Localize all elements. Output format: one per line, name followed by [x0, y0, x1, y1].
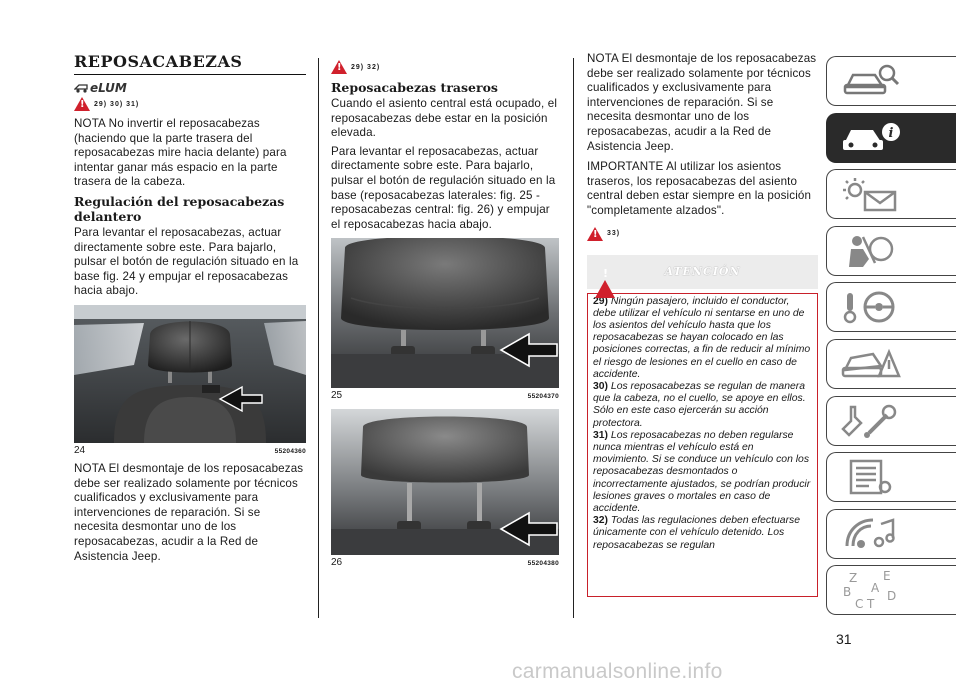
instruction-paragraph: Para levantar el reposacabezas, actuar directamente sobre este. Para bajarlo, pulsar el botón de regulación situado en la base (reposacabezas laterales: fig. 25 - reposacabezas central: fig. 26) y empujar el reposacabezas hacia abajo. — [331, 144, 556, 231]
attention-header — [587, 255, 818, 289]
maintenance-tools-icon — [841, 403, 901, 439]
column-divider — [318, 58, 319, 618]
car-search-icon — [841, 63, 901, 99]
subsection-title: Regulación del reposacabezas delantero — [74, 193, 285, 224]
figure-number: 24 — [74, 444, 86, 456]
svg-text:A: A — [871, 581, 880, 596]
svg-text:Z: Z — [849, 571, 858, 586]
warning-refs — [331, 60, 559, 74]
watermark: carmanualsonline.info — [512, 660, 723, 683]
chapter-tabs — [826, 56, 956, 622]
tab-emergency[interactable] — [826, 339, 956, 389]
page-number: 31 — [836, 631, 852, 647]
svg-text:C: C — [855, 597, 864, 611]
warning-note: 29) Ningún pasajero, incluido el conductor, debe utilizar el vehículo ni sentarse en uno de los asientos del vehículo hasta que los reposacabezas se hayan colocado en las posiciones correctas, a fin de reducir al mínimo el riesgo de lesiones en el cuello en caso de accidente. — [593, 295, 811, 380]
svg-text:T: T — [867, 597, 875, 611]
ecu-label: eLUM — [90, 81, 127, 95]
figure-code: 55204380 — [527, 560, 559, 568]
ecu-icon — [74, 81, 306, 95]
warning-note: 32) Todas las regulaciones deben efectuarse únicamente con el vehículo detenido. Los reposacabezas se regulan — [593, 515, 801, 551]
tab-car-search[interactable] — [826, 56, 956, 106]
rear-lateral-headrest-photo — [331, 238, 559, 388]
tab-technical-data[interactable] — [826, 452, 956, 502]
ref-numbers: 29) 32) — [351, 63, 381, 71]
tab-maintenance[interactable] — [826, 396, 956, 446]
rear-central-headrest-photo — [331, 409, 559, 555]
figure-25 — [331, 238, 559, 401]
tab-warning-lights[interactable] — [826, 169, 956, 219]
tab-multimedia[interactable] — [826, 509, 956, 559]
subsection-title: Reposacabezas traseros — [331, 80, 498, 95]
svg-text:E: E — [883, 570, 891, 584]
warning-refs — [74, 97, 306, 111]
ref-numbers: 29) 30) 31) — [94, 100, 140, 108]
front-headrest-photo — [74, 305, 306, 443]
airbag-safety-icon — [841, 233, 901, 269]
tab-starting-driving[interactable] — [826, 282, 956, 332]
svg-text:D: D — [887, 589, 897, 604]
info-paragraph: Cuando el asiento central está ocupado, el reposacabezas debe estar en la posición elevada. — [331, 97, 558, 140]
important-paragraph: IMPORTANTE Al utilizar los asientos traseros, los reposacabezas del asiento central deben estar siempre en la posición "completamente alzados". — [587, 160, 812, 217]
attention-warning-icon — [595, 263, 615, 281]
note-paragraph-removal: NOTA El desmontaje de los reposacabezas debe ser realizado solamente por técnicos cualificados y exclusivamente para intervenciones de reparación. Si se necesita desmontar uno de los reposacabezas, acudir a la Red de Asistencia Jeep. — [74, 461, 304, 563]
car-info-icon — [841, 120, 901, 156]
attention-label: ATENCIÓN — [664, 265, 741, 279]
figure-26 — [331, 409, 559, 568]
svg-text:i: i — [888, 125, 894, 141]
warning-triangle-icon — [74, 97, 90, 111]
warning-lights-message-icon — [841, 176, 901, 212]
column-middle — [331, 52, 559, 568]
figure-number: 25 — [331, 390, 343, 402]
technical-data-icon — [841, 459, 901, 495]
figure-24 — [74, 305, 306, 456]
warning-refs — [587, 227, 818, 241]
note-paragraph-removal: NOTA El desmontaje de los reposacabezas debe ser realizado solamente por técnicos cualificados y exclusivamente para intervenciones de reparación. Si se necesita desmontar uno de los reposacabezas, acudir a la Red de Asistencia Jeep. — [587, 52, 817, 153]
warning-triangle-icon — [331, 60, 347, 74]
attention-box — [587, 293, 818, 597]
warning-note: 31) Los reposacabezas no deben regularse nunca mientras el vehículo está en movimiento. Si se conduce un vehículo con los reposacabezas desmontados o incorrectamente ajustados, se podrían producir lesiones graves o mortales en caso de accidente. — [593, 429, 811, 514]
column-divider — [573, 58, 574, 618]
tab-car-info[interactable] — [826, 113, 956, 163]
section-title: REPOSACABEZAS — [74, 52, 306, 75]
warning-triangle-icon — [587, 227, 603, 241]
note-paragraph: NOTA No invertir el reposacabezas (haciendo que la parte trasera del reposacabezas mire hacia delante) para intentar ganar más espacio en la parte trasera de la cabeza. — [74, 117, 287, 189]
multimedia-icon — [841, 516, 901, 552]
column-left — [74, 52, 306, 568]
starting-driving-icon — [841, 289, 901, 325]
alphabetical-index-icon — [841, 570, 905, 610]
column-right — [587, 52, 818, 597]
figure-number: 26 — [331, 557, 343, 569]
tab-alphabetical-index[interactable] — [826, 565, 956, 615]
ref-numbers: 33) — [607, 230, 621, 238]
figure-code: 55204360 — [274, 447, 306, 455]
warning-note: 30) Los reposacabezas se regulan de manera que la cabeza, no el cuello, se apoye en ellos. Sólo en este caso ejercerán su acción protectora. — [593, 380, 806, 429]
emergency-car-icon — [841, 346, 901, 382]
instruction-paragraph: Para levantar el reposacabezas, actuar directamente sobre este. Para bajarlo, pulsar el botón de regulación situado en la base fig. 24 y empujar el reposacabezas hacia abajo. — [74, 225, 299, 298]
figure-code: 55204370 — [527, 393, 559, 401]
svg-text:B: B — [843, 585, 852, 600]
tab-safety[interactable] — [826, 226, 956, 276]
